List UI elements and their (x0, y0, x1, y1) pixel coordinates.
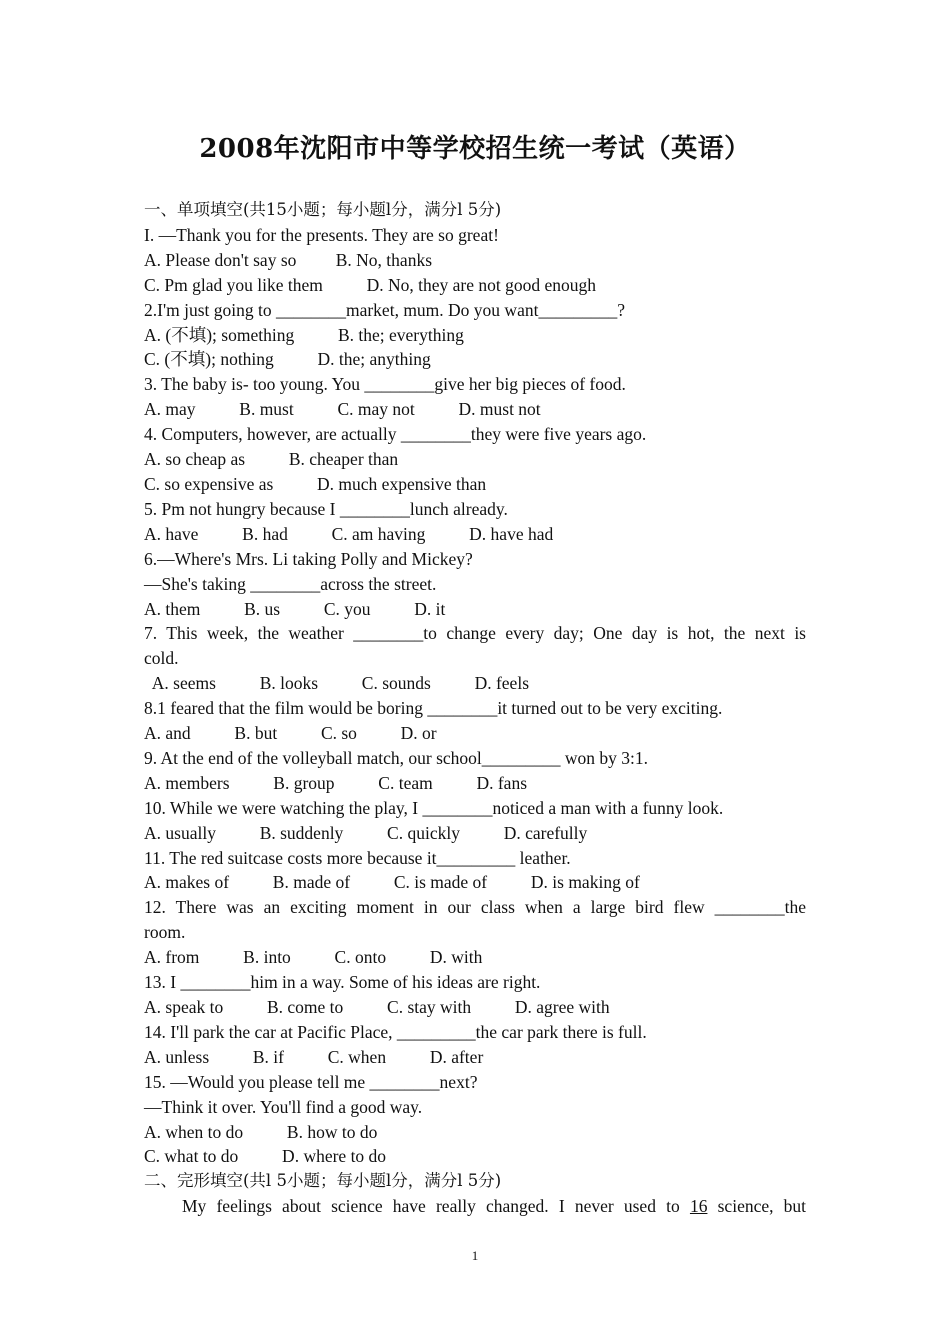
page-number: 1 (471, 1248, 479, 1263)
question-line: 6.—Where's Mrs. Li taking Polly and Mickey? (144, 548, 473, 569)
option-line: C. (不填); nothing D. the; anything (144, 349, 431, 370)
option-line: C. Pm glad you like them D. No, they are not good enough (144, 274, 597, 295)
option-line: A. seems B. looks C. sounds D. feels (144, 673, 529, 694)
exam-content (144, 198, 806, 1219)
question-line: 14. I'll park the car at Pacific Place, _________the car park there is full. (144, 1021, 647, 1042)
option-line: C. so expensive as D. much expensive than (144, 473, 487, 494)
passage-line (144, 1194, 806, 1219)
question-line: 4. Computers, however, are actually ________they were five years ago. (144, 424, 647, 445)
option-line: A. have B. had C. am having D. have had (144, 523, 554, 544)
option-line: A. may B. must C. may not D. must not (144, 399, 541, 420)
passage-end: science, but (717, 1196, 807, 1217)
question-line: —Think it over. You'll find a good way. (144, 1096, 423, 1117)
option-line: A. from B. into C. onto D. with (144, 947, 483, 968)
option-line: C. what to do D. where to do (144, 1146, 387, 1167)
passage-start: My feelings about science have really changed. I never used to (182, 1196, 680, 1217)
question-line: —She's taking ________across the street. (144, 573, 437, 594)
option-line: A. them B. us C. you D. it (144, 598, 446, 619)
option-line: A. when to do B. how to do (144, 1121, 378, 1142)
option-line: A. makes of B. made of C. is made of D. is making of (144, 872, 640, 893)
option-line: A. unless B. if C. when D. after (144, 1046, 484, 1067)
question-line: 12. There was an exciting moment in our class when a large bird flew ________the (144, 897, 806, 918)
question-line: 9. At the end of the volleyball match, our school_________ won by 3:1. (144, 747, 649, 768)
exam-title: 2008年沈阳市中等学校招生统一考试（英语） (199, 134, 751, 164)
section-header-2: 二、完形填空(共l 5小题；每小题l分，满分l 5分) (144, 1171, 502, 1191)
question-line: cold. (144, 648, 179, 669)
option-line: A. members B. group C. team D. fans (144, 772, 528, 793)
question-line: 8.1 feared that the film would be boring ________it turned out to be very exciting. (144, 698, 723, 719)
option-line: A. usually B. suddenly C. quickly D. carefully (144, 822, 588, 843)
question-line: 5. Pm not hungry because I ________lunch already. (144, 498, 508, 519)
option-line: A. (不填); something B. the; everything (144, 324, 464, 345)
option-line: A. Please don't say so B. No, thanks (144, 249, 432, 270)
option-line: A. so cheap as B. cheaper than (144, 449, 399, 470)
section-header-1: 一、单项填空(共15小题；每小题l分，满分l 5分) (144, 200, 502, 219)
question-line: I. —Thank you for the presents. They are so great! (144, 224, 499, 245)
question-line: 7. This week, the weather ________to change every day; One day is hot, the next is (144, 623, 806, 644)
question-line: 2.I'm just going to ________market, mum. Do you want_________? (144, 299, 625, 320)
question-line: 13. I ________him in a way. Some of his ideas are right. (144, 972, 541, 993)
option-line: A. and B. but C. so D. or (144, 723, 437, 744)
passage-blank-16: 16 (689, 1196, 708, 1217)
question-line: 11. The red suitcase costs more because it_________ leather. (144, 847, 571, 868)
question-line: 10. While we were watching the play, I ________noticed a man with a funny look. (144, 797, 724, 818)
option-line: A. speak to B. come to C. stay with D. agree with (144, 997, 610, 1017)
question-line: room. (144, 922, 186, 943)
question-line: 3. The baby is- too young. You ________give her big pieces of food. (144, 374, 626, 395)
question-line: 15. —Would you please tell me ________next? (144, 1071, 478, 1092)
